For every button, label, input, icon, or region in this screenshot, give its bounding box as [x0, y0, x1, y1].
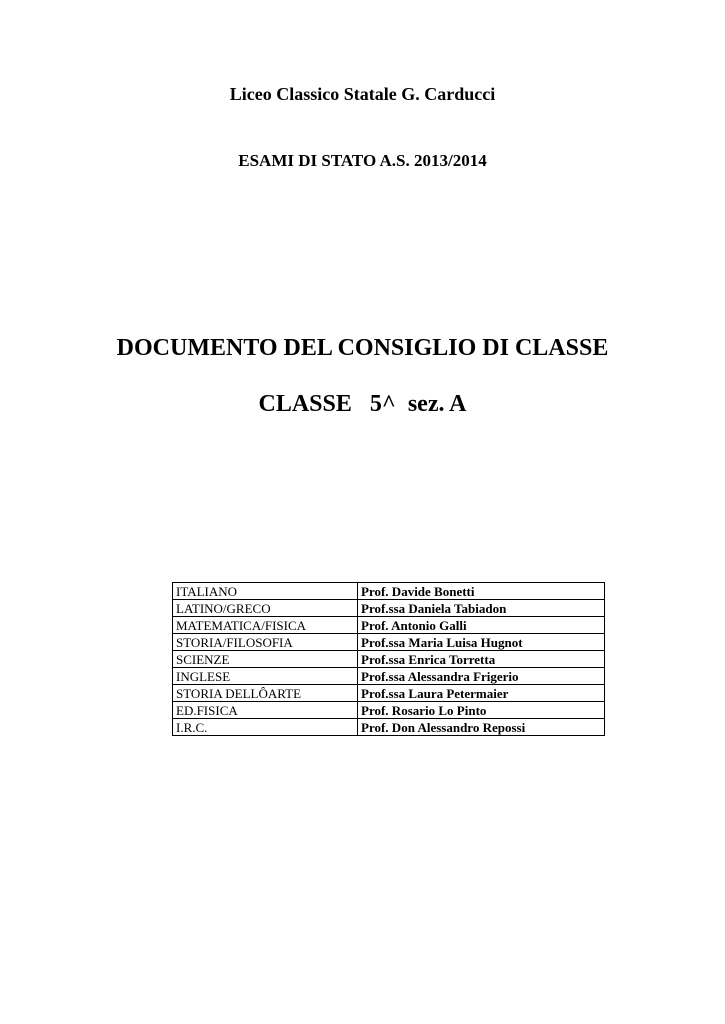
- teacher-cell: Prof. Rosario Lo Pinto: [358, 702, 605, 719]
- subject-cell: ITALIANO: [173, 583, 358, 600]
- teacher-cell: Prof.ssa Alessandra Frigerio: [358, 668, 605, 685]
- subject-cell: ED.FISICA: [173, 702, 358, 719]
- subject-cell: LATINO/GRECO: [173, 600, 358, 617]
- table-row: [173, 600, 605, 617]
- subject-cell: MATEMATICA/FISICA: [173, 617, 358, 634]
- subject-cell: SCIENZE: [173, 651, 358, 668]
- table-row: [173, 634, 605, 651]
- document-title: DOCUMENTO DEL CONSIGLIO DI CLASSE: [116, 335, 609, 361]
- class-title: CLASSE 5^ sez. A: [258, 391, 467, 417]
- table-row: [173, 651, 605, 668]
- table-row: [173, 617, 605, 634]
- table-row: [173, 702, 605, 719]
- teacher-cell: Prof. Antonio Galli: [358, 617, 605, 634]
- subject-cell: I.R.C.: [173, 719, 358, 736]
- table-row: [173, 719, 605, 736]
- table-row: [173, 685, 605, 702]
- table-row: [173, 668, 605, 685]
- teacher-cell: Prof.ssa Daniela Tabiadon: [358, 600, 605, 617]
- teacher-cell: Prof. Davide Bonetti: [358, 583, 605, 600]
- teacher-cell: Prof.ssa Laura Petermaier: [358, 685, 605, 702]
- subject-cell: STORIA DELLÔARTE: [173, 685, 358, 702]
- teacher-cell: Prof.ssa Maria Luisa Hugnot: [358, 634, 605, 651]
- subject-cell: INGLESE: [173, 668, 358, 685]
- teacher-cell: Prof. Don Alessandro Repossi: [358, 719, 605, 736]
- exam-session-title: ESAMI DI STATO A.S. 2013/2014: [238, 151, 487, 170]
- teacher-cell: Prof.ssa Enrica Torretta: [358, 651, 605, 668]
- teachers-table: [172, 582, 605, 736]
- table-row: [173, 583, 605, 600]
- subject-cell: STORIA/FILOSOFIA: [173, 634, 358, 651]
- school-name: Liceo Classico Statale G. Carducci: [229, 84, 496, 104]
